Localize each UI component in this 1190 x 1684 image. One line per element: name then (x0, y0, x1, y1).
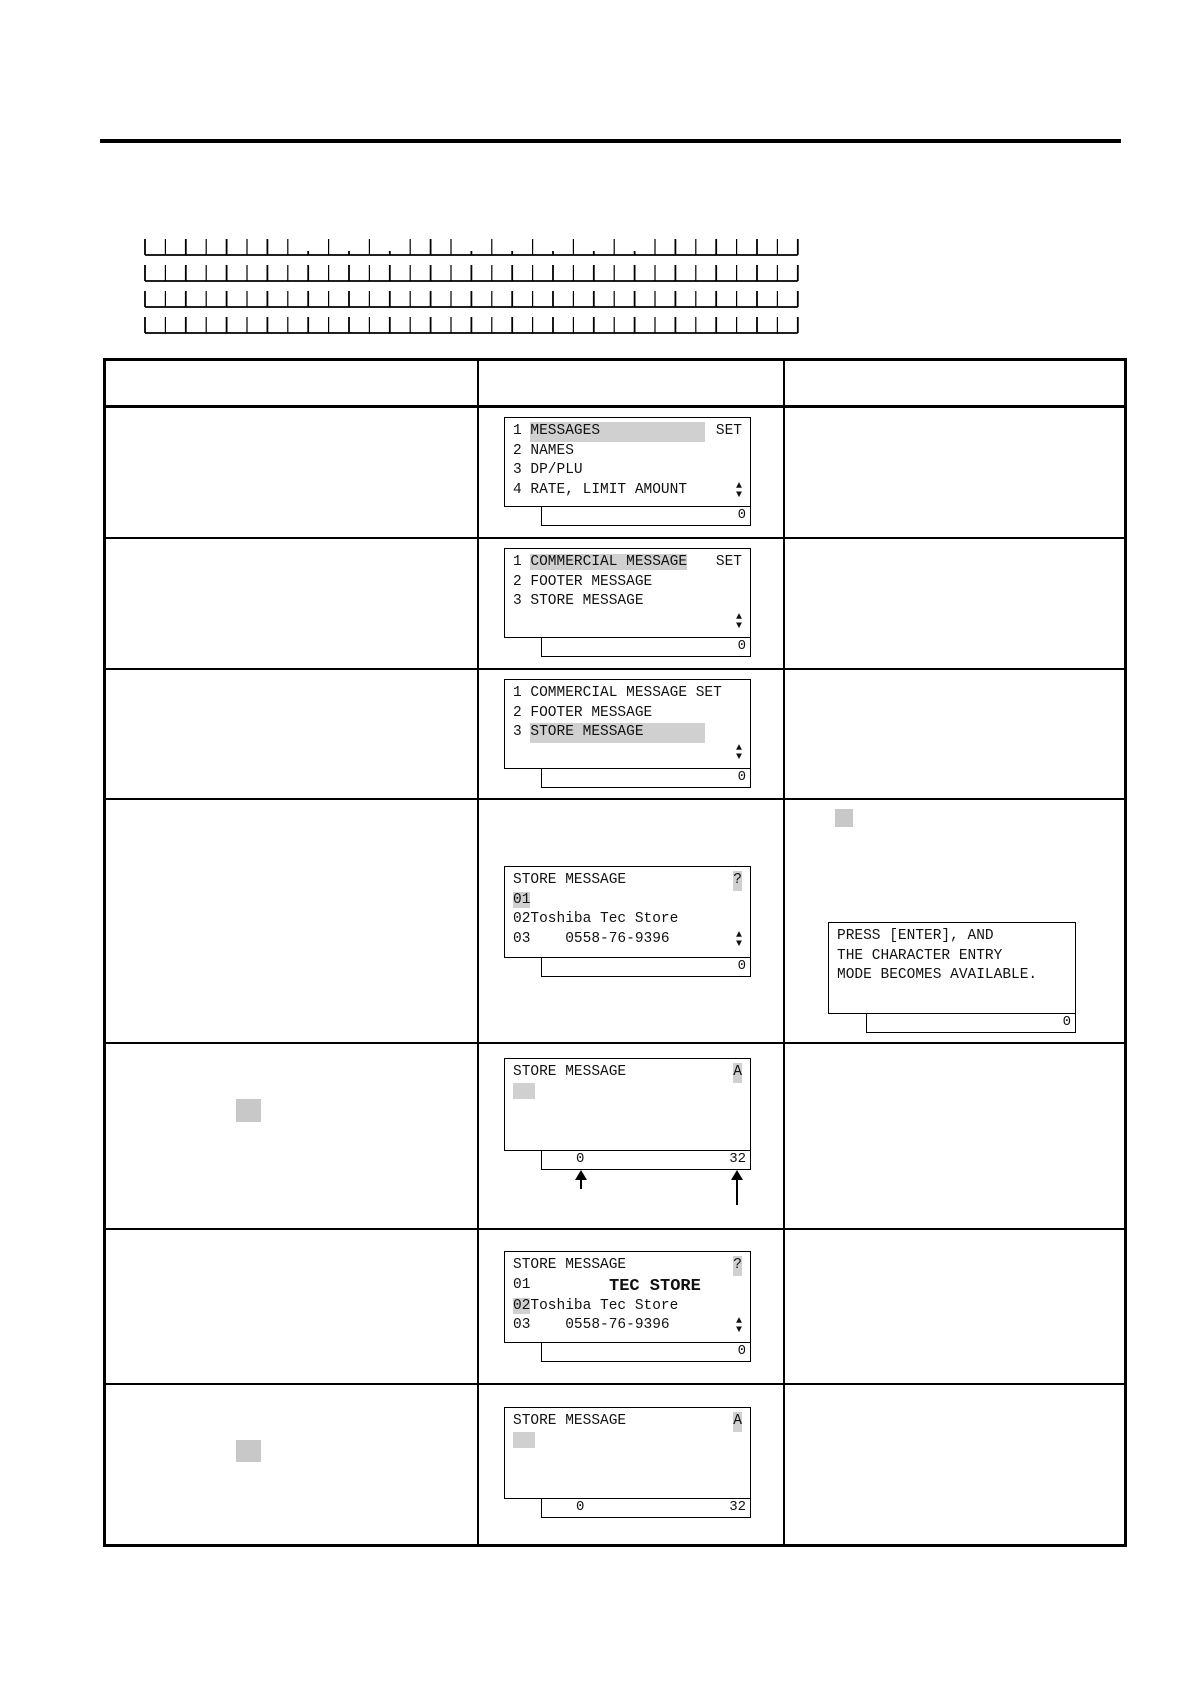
scroll-arrows-icon: ▲ ▼ (735, 480, 742, 501)
counter-box: 0 (541, 958, 751, 977)
scroll-arrows-icon: ▲ ▼ (735, 1316, 742, 1336)
cursor (513, 1432, 535, 1448)
pointer-arrow (736, 1172, 738, 1205)
counter-box: 0 (541, 1343, 751, 1362)
row-divider (106, 1042, 1124, 1044)
counter-box: 0 (866, 1014, 1076, 1033)
key-placeholder (236, 1099, 261, 1122)
counter-box: 0 (541, 769, 751, 788)
selected-item: COMMERCIAL MESSAGE (530, 554, 688, 570)
message-box: PRESS [ENTER], AND THE CHARACTER ENTRY MODE BECOMES AVAILABLE. (828, 922, 1076, 1014)
lcd-display-store-message: STORE MESSAGE ? 01 TEC STORE 02Toshiba Tec Store 03 0558-76-9396 ▲ ▼ (504, 1251, 751, 1343)
counter-box: 0 (541, 507, 751, 526)
lcd-display-message-menu: 1 COMMERCIAL MESSAGE SET 2 FOOTER MESSAGE 3 STORE MESSAGE ▲ ▼ (504, 548, 751, 638)
header-divider (106, 405, 1124, 408)
scroll-arrows-icon: ▲ ▼ (735, 611, 742, 632)
scroll-arrows-icon: ▲ ▼ (735, 929, 742, 950)
row-divider (106, 668, 1124, 670)
key-placeholder (236, 1440, 261, 1462)
lcd-display-menu: 1 MESSAGES SET 2 NAMES 3 DP/PLU 4 RATE, LIMIT AMOUNT ▲ ▼ (504, 417, 751, 507)
scroll-arrows-icon: ▲ ▼ (735, 742, 742, 763)
selected-item: MESSAGES (530, 422, 705, 442)
selected-item: STORE MESSAGE (530, 723, 705, 743)
row-divider (106, 1228, 1124, 1230)
row-divider (106, 537, 1124, 539)
cursor (513, 1083, 535, 1099)
counter-box: 0 (541, 638, 751, 657)
row-divider (106, 798, 1124, 800)
key-placeholder (835, 809, 853, 827)
lcd-display-entry: STORE MESSAGE A (504, 1407, 751, 1499)
lcd-display-entry: STORE MESSAGE A (504, 1058, 751, 1151)
header-rule (100, 139, 1121, 143)
character-ruler (140, 235, 810, 335)
lcd-display-store-message: STORE MESSAGE ? 01 02Toshiba Tec Store 03 0558-76-9396 ▲ ▼ (504, 866, 751, 958)
lcd-display-message-menu: 1 COMMERCIAL MESSAGE SET 2 FOOTER MESSAGE 3 STORE MESSAGE ▲ ▼ (504, 679, 751, 769)
row-divider (106, 1383, 1124, 1385)
counter-box: 0 32 (541, 1499, 751, 1518)
counter-box: 0 32 (541, 1151, 751, 1170)
pointer-arrow (580, 1172, 582, 1189)
